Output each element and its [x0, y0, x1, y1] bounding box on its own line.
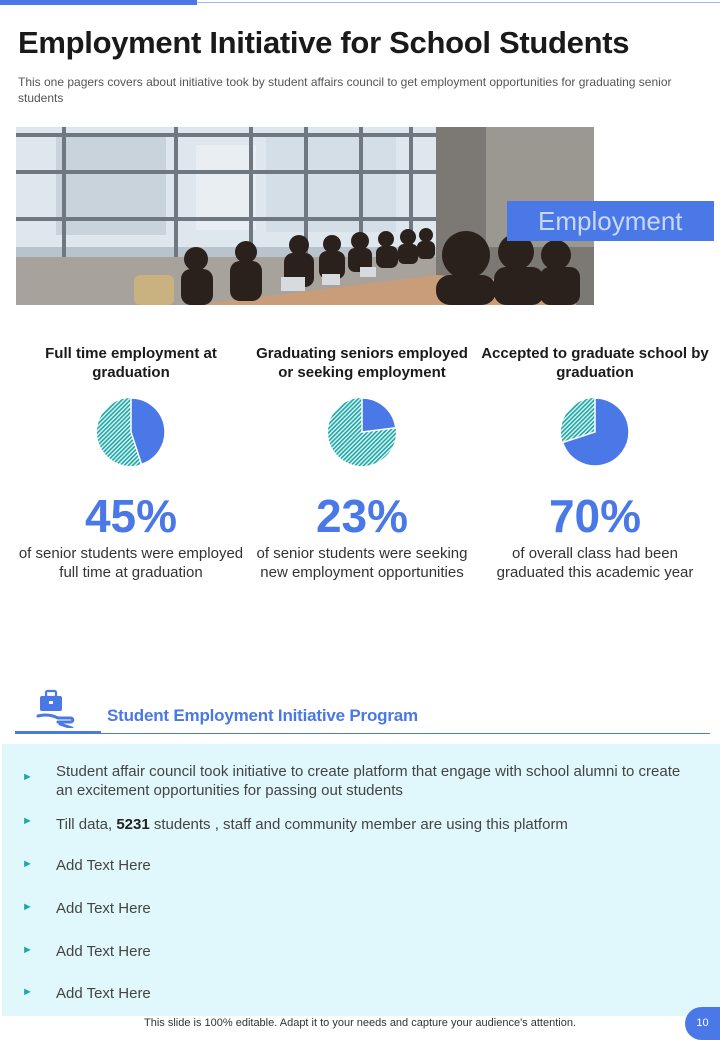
photo-label: Employment — [507, 201, 714, 241]
bullet-arrow-icon: ► — [22, 944, 33, 956]
stat-heading: Accepted to graduate school by graduation — [481, 345, 709, 381]
pie-chart — [559, 396, 631, 468]
stat-description: of senior students were employed full time at graduation — [18, 545, 244, 581]
top-accent-line — [197, 2, 720, 3]
bullet-text-suffix: students , staff and community member are using this platform — [149, 816, 568, 833]
stat-percent: 23% — [315, 490, 409, 542]
program-underline-accent — [15, 731, 101, 734]
program-bullet: Student affair council took initiative to create platform that engage with school alumni to create an excitement opportunities for passing out students — [56, 763, 681, 799]
page-title: Employment Initiative for School Students — [18, 25, 630, 60]
stat-description: of overall class had been graduated this academic year — [496, 545, 694, 581]
program-underline — [101, 733, 710, 734]
program-bullet: Add Text Here — [56, 900, 151, 917]
program-bullet: Add Text Here — [56, 985, 151, 1002]
footer-note: This slide is 100% editable. Adapt it to your needs and capture your audience's attention. — [144, 1017, 576, 1029]
user-count: 5231 — [116, 816, 150, 833]
program-bullet: Add Text Here — [56, 943, 151, 960]
bullet-arrow-icon: ► — [22, 858, 33, 870]
stat-seeking — [247, 344, 477, 582]
stat-description: of senior students were seeking new employment opportunities — [256, 545, 468, 581]
stat-graduate — [480, 344, 710, 582]
stat-percent: 45% — [84, 490, 178, 542]
stat-heading: Graduating seniors employed or seeking employment — [256, 345, 468, 381]
pie-chart — [95, 396, 167, 468]
briefcase-hand-icon — [36, 688, 76, 728]
page-number: 10 — [685, 1007, 720, 1040]
program-bullet: Add Text Here — [56, 857, 151, 874]
stat-heading: Full time employment at graduation — [45, 345, 217, 381]
bullet-arrow-icon: ► — [22, 901, 33, 913]
program-bullet — [56, 815, 696, 834]
stat-percent: 70% — [548, 490, 642, 542]
program-title: Student Employment Initiative Program — [107, 706, 418, 725]
bullet-arrow-icon: ► — [22, 815, 33, 827]
page-subtitle: This one pagers covers about initiative took by student affairs council to get employment opportunities for graduating senior students — [18, 75, 672, 105]
bullet-arrow-icon: ► — [22, 771, 33, 783]
pie-chart — [326, 396, 398, 468]
pie-value-slice — [362, 398, 396, 432]
stat-full-time — [16, 344, 246, 582]
top-accent-bar — [0, 0, 197, 5]
bullet-text-prefix: Till data, — [56, 816, 117, 833]
bullet-arrow-icon: ► — [22, 986, 33, 998]
